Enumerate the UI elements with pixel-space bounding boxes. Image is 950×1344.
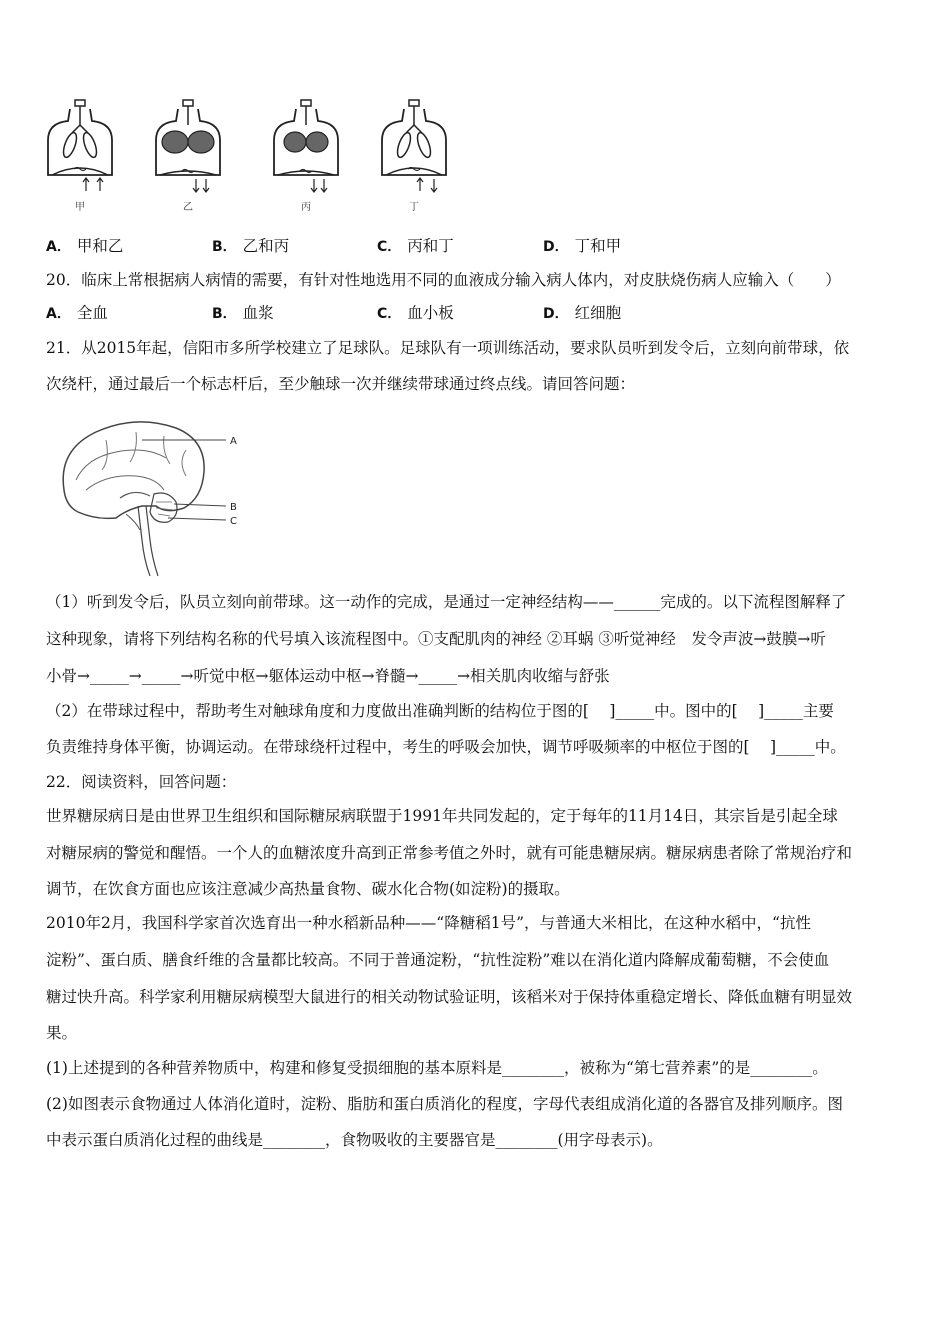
q19-option-d — [543, 236, 621, 257]
q19-option-a-letter: A． — [46, 239, 71, 255]
q22-sub2-line2: 中表示蛋白质消化过程的曲线是________，食物吸收的主要器官是________(用字母表示)。 — [46, 1131, 663, 1149]
bell-jar-ding — [374, 95, 454, 213]
q21-part1-line3: 小骨→_____→_____→听觉中枢→躯体运动中枢→脊髓→_____→相关肌肉收缩与舒张 — [46, 667, 610, 685]
brain-diagram-icon — [46, 410, 246, 580]
q21-part2-line2: 负责维持身体平衡，协调运动。在带球绕杆过程中，考生的呼吸会加快，调节呼吸频率的中枢位于图的[ ]_____中。 — [46, 738, 846, 756]
bell-label-jia: 甲 — [75, 202, 85, 213]
q22-para2-line4: 果。 — [46, 1024, 78, 1042]
q20-option-a-letter: A． — [46, 306, 71, 322]
q22-sub1: (1)上述提到的各种营养物质中，构建和修复受损细胞的基本原料是________，被称为“第七营养素”的是________。 — [46, 1059, 828, 1077]
q20-option-d-letter: D． — [543, 306, 569, 322]
q19-option-a — [46, 236, 123, 257]
q19-option-b — [212, 236, 289, 257]
q22-para1-line1: 世界糖尿病日是由世界卫生组织和国际糖尿病联盟于1991年共同发起的，定于每年的11月14日，其宗旨是引起全球 — [46, 807, 838, 825]
q19-option-d-letter: D． — [543, 239, 569, 255]
bell-label-bing: 丙 — [301, 202, 311, 213]
bell-jar-bing-icon — [266, 95, 346, 195]
q19-option-b-text: 乙和丙 — [242, 237, 290, 255]
q20-option-c-letter: C． — [377, 306, 402, 322]
bell-jar-jia — [40, 95, 120, 213]
q20-option-b-text: 血浆 — [242, 304, 274, 322]
brain-label-c: C — [230, 516, 237, 527]
q22-para2-line3: 糖过快升高。科学家利用糖尿病模型大鼠进行的相关动物试验证明，该稻米对于保持体重稳定增长、降低血糖有明显效 — [46, 988, 853, 1006]
brain-label-a: A — [230, 436, 237, 447]
q20-option-b — [212, 303, 274, 324]
q19-option-d-text: 丁和甲 — [574, 237, 622, 255]
q20-option-c-text: 血小板 — [407, 304, 454, 322]
q22-para2-line1: 2010年2月，我国科学家首次选育出一种水稻新品种——“降糖稻1号”，与普通大米相比，在这种水稻中，“抗性 — [46, 914, 811, 932]
q20-option-a-text: 全血 — [76, 304, 108, 322]
q19-option-b-letter: B． — [212, 239, 237, 255]
q22-para2-line2: 淀粉”、蛋白质、膳食纤维的含量都比较高。不同于普通淀粉，“抗性淀粉”难以在消化道内降解成葡萄糖，不会使血 — [46, 951, 830, 969]
bell-label-ding: 丁 — [409, 202, 419, 213]
q21-stem-line2: 次绕杆，通过最后一个标志杆后，至少触球一次并继续带球通过终点线。请回答问题： — [46, 375, 636, 393]
bell-jar-yi — [148, 95, 228, 213]
bell-jar-jia-icon — [40, 95, 120, 195]
q21-part1-line1: （1）听到发令后，队员立刻向前带球。这一动作的完成，是通过一定神经结构——______完成的。以下流程图解释了 — [46, 593, 847, 611]
q20-stem: 20．临床上常根据病人病情的需要，有针对性地选用不同的血液成分输入病人体内，对皮肤烧伤病人应输入（ ） — [46, 271, 841, 289]
bell-jar-ding-icon — [374, 95, 454, 195]
q19-option-a-text: 甲和乙 — [76, 237, 124, 255]
q22-sub2-line1: (2)如图表示食物通过人体消化道时，淀粉、脂肪和蛋白质消化的程度，字母代表组成消化道的各器官及排列顺序。图 — [46, 1095, 843, 1113]
q21-part2-line1: （2）在带球过程中，帮助考生对触球角度和力度做出准确判断的结构位于图的[ ]_____中。图中的[ ]_____主要 — [46, 702, 834, 720]
q19-option-c — [377, 236, 454, 257]
q22-stem: 22．阅读资料，回答问题： — [46, 773, 237, 791]
brain-figure — [46, 410, 246, 580]
bell-jar-yi-icon — [148, 95, 228, 195]
q20-option-d — [543, 303, 621, 324]
bell-label-yi: 乙 — [183, 202, 193, 213]
q22-para1-line2: 对糖尿病的警觉和醒悟。一个人的血糖浓度升高到正常参考值之外时，就有可能患糖尿病。糖尿病患者除了常规治疗和 — [46, 844, 853, 862]
q20-option-a — [46, 303, 108, 324]
q21-stem-line1: 21．从2015年起，信阳市多所学校建立了足球队。足球队有一项训练活动，要求队员听到发令后，立刻向前带球，依 — [46, 339, 850, 357]
q20-option-c — [377, 303, 454, 324]
q19-option-c-letter: C． — [377, 239, 402, 255]
q20-option-d-text: 红细胞 — [574, 304, 622, 322]
brain-label-b: B — [230, 502, 237, 513]
bell-jar-bing — [266, 95, 346, 213]
q20-option-b-letter: B． — [212, 306, 237, 322]
q21-part1-line2: 这种现象，请将下列结构名称的代号填入该流程图中。①支配肌肉的神经 ②耳蜗 ③听觉神经 发令声波→鼓膜→听 — [46, 630, 826, 648]
q19-option-c-text: 丙和丁 — [407, 237, 454, 255]
q22-para1-line3: 调节，在饮食方面也应该注意减少高热量食物、碳水化合物(如淀粉)的摄取。 — [46, 880, 570, 898]
bell-jar-figure — [40, 95, 460, 215]
